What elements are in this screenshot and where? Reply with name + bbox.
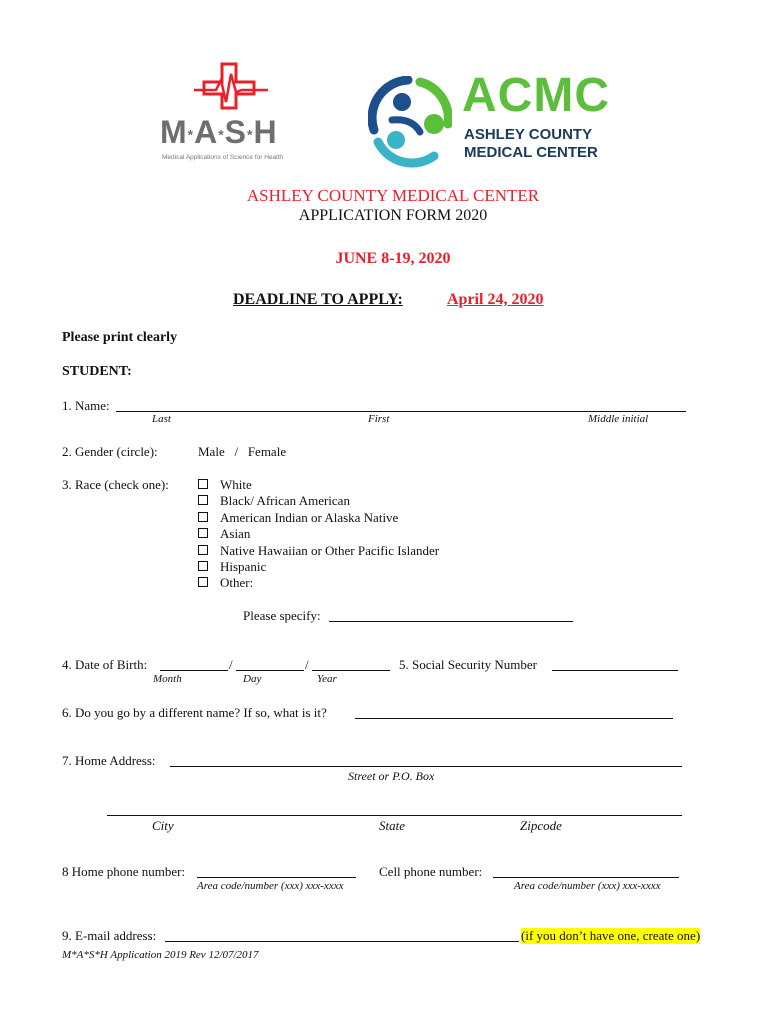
acmc-abbrev: ACMC — [462, 69, 610, 122]
form-title: ASHLEY COUNTY MEDICAL CENTER — [246, 186, 540, 205]
print-note: Please print clearly — [62, 330, 178, 345]
dob-month-line[interactable] — [160, 670, 228, 671]
email-note: (if you don’t have one, create one) — [521, 928, 701, 943]
acmc-people-circle-icon — [368, 76, 452, 168]
race-options-list — [198, 477, 439, 592]
deadline-label: DEADLINE TO APPLY: — [233, 291, 403, 308]
name-input-line[interactable] — [116, 411, 686, 412]
race-specify-label: Please specify: — [243, 608, 321, 623]
email-label: 9. E-mail address: — [62, 928, 157, 943]
dob-label: 4. Date of Birth: — [62, 657, 148, 672]
race-option-asian[interactable]: Asian — [198, 526, 439, 542]
address-sub-street: Street or P.O. Box — [348, 769, 435, 783]
home-phone-line[interactable] — [197, 877, 356, 878]
name-sub-middle: Middle initial — [588, 413, 649, 425]
dob-sub-month: Month — [153, 673, 182, 685]
race-option-white[interactable]: White — [198, 477, 439, 493]
race-option-hispanic[interactable]: Hispanic — [198, 559, 439, 575]
section-student: STUDENT: — [62, 364, 132, 379]
address-sub-city: City — [152, 818, 174, 833]
name-label: 1. Name: — [62, 398, 110, 413]
acmc-name-line2: MEDICAL CENTER — [464, 144, 598, 161]
checkbox[interactable] — [198, 495, 208, 505]
mash-letters: M*A*S*H — [160, 114, 278, 150]
cell-phone-line[interactable] — [493, 877, 679, 878]
address-street-line[interactable] — [170, 766, 682, 767]
race-option-pacific-islander[interactable]: Native Hawaiian or Other Pacific Islander — [198, 543, 439, 559]
race-option-other[interactable]: Other: — [198, 575, 439, 591]
checkbox[interactable] — [198, 479, 208, 489]
dob-slash-1: / — [229, 657, 233, 672]
home-phone-label: 8 Home phone number: — [62, 864, 186, 879]
checkbox[interactable] — [198, 577, 208, 587]
dob-year-line[interactable] — [312, 670, 390, 671]
ssn-input-line[interactable] — [552, 670, 678, 671]
alias-label: 6. Do you go by a different name? If so, what is it? — [62, 705, 327, 720]
address-sub-state: State — [379, 818, 405, 833]
mash-logo — [158, 62, 308, 166]
race-specify-line[interactable] — [329, 621, 573, 622]
mash-tagline: Medical Applications of Science for Health — [162, 154, 284, 161]
dob-sub-year: Year — [317, 673, 337, 685]
program-dates: JUNE 8-19, 2020 — [335, 250, 451, 267]
acmc-logo — [368, 69, 633, 174]
cell-phone-sub: Area code/number (xxx) xxx-xxxx — [514, 880, 661, 892]
dob-sub-day: Day — [243, 673, 262, 685]
dob-slash-2: / — [305, 657, 309, 672]
dob-day-line[interactable] — [236, 670, 304, 671]
checkbox[interactable] — [198, 561, 208, 571]
form-subtitle: APPLICATION FORM 2020 — [298, 207, 488, 224]
acmc-name-line1: ASHLEY COUNTY — [464, 126, 593, 143]
address-city-line[interactable] — [107, 815, 682, 816]
race-label: 3. Race (check one): — [62, 477, 169, 492]
gender-label: 2. Gender (circle): — [62, 444, 158, 459]
gender-options[interactable]: Male / Female — [198, 444, 287, 459]
checkbox[interactable] — [198, 545, 208, 555]
race-option-black[interactable]: Black/ African American — [198, 493, 439, 509]
ssn-label: 5. Social Security Number — [399, 657, 537, 672]
address-sub-zip: Zipcode — [520, 818, 562, 833]
address-label: 7. Home Address: — [62, 753, 156, 768]
deadline-date: April 24, 2020 — [447, 291, 544, 308]
name-sub-last: Last — [152, 413, 171, 425]
alias-input-line[interactable] — [355, 718, 673, 719]
cell-phone-label: Cell phone number: — [379, 864, 483, 879]
checkbox[interactable] — [198, 528, 208, 538]
name-sub-first: First — [368, 413, 390, 425]
race-option-american-indian[interactable]: American Indian or Alaska Native — [198, 510, 439, 526]
home-phone-sub: Area code/number (xxx) xxx-xxxx — [197, 880, 344, 892]
email-input-line[interactable] — [165, 941, 519, 942]
footer-revision: M*A*S*H Application 2019 Rev 12/07/2017 — [62, 949, 259, 961]
checkbox[interactable] — [198, 512, 208, 522]
